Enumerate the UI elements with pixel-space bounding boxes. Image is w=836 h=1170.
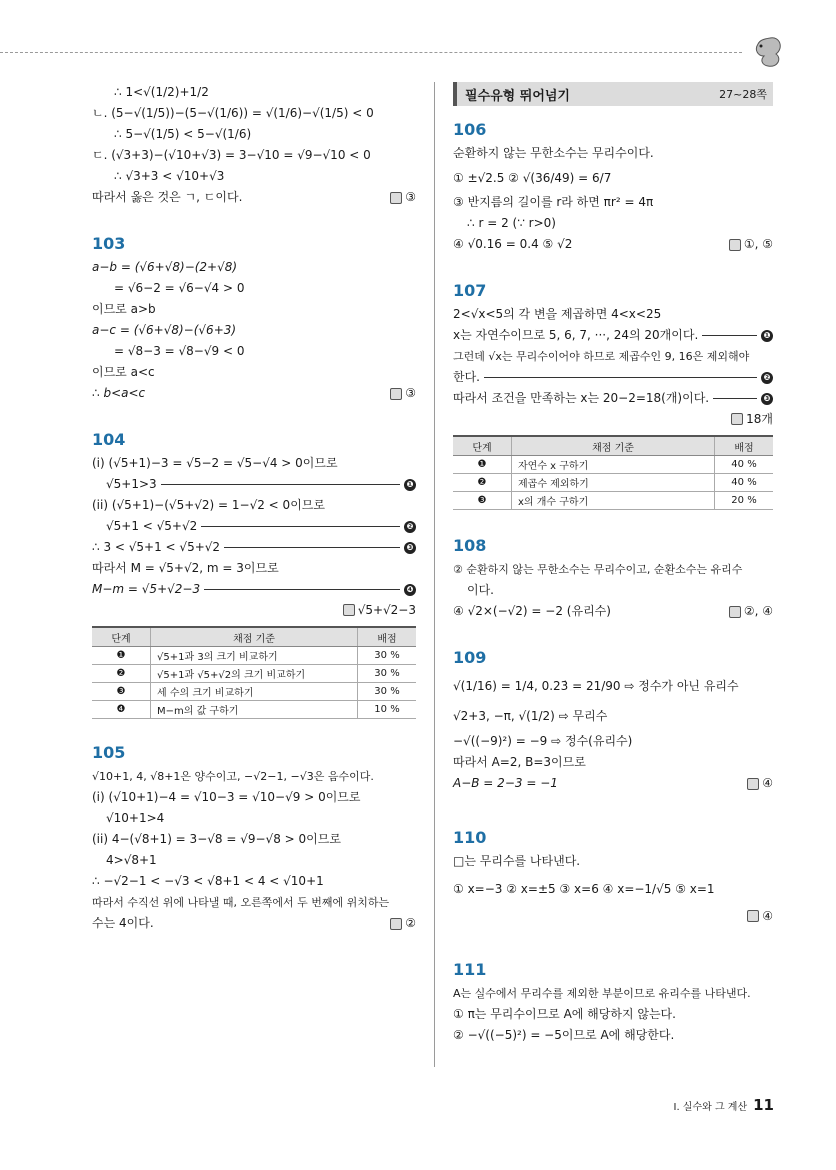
page-footer <box>674 1096 775 1114</box>
step-badge: ❶ <box>761 330 773 342</box>
text-line: −√((−9)²) = −9 ⇨ 정수(유리수) <box>453 734 633 748</box>
text-line: ∴ −√2−1 < −√3 < √8+1 < 4 < √10+1 <box>92 874 324 888</box>
table-cell: ❶ <box>453 456 512 474</box>
text-line: 이므로 a>b <box>92 302 156 316</box>
text-line: ∴ r = 2 (∵ r>0) <box>467 216 556 230</box>
table-cell: ❸ <box>92 683 151 701</box>
step-line <box>453 367 773 388</box>
chapter-title: I. 실수와 그 계산 <box>673 1102 748 1113</box>
table-header: 배점 <box>715 436 774 456</box>
table-cell: M−m의 값 구하기 <box>151 701 358 719</box>
table-cell: 30 % <box>358 683 417 701</box>
table-cell: ❶ <box>92 647 151 665</box>
text-line: √5+1 < √5+√2 <box>106 519 198 533</box>
answer-icon <box>390 918 402 930</box>
text-line: 수는 4이다. <box>92 916 154 930</box>
text-line: ∴ 3 < √5+1 < √5+√2 <box>92 540 221 554</box>
step-badge: ❷ <box>404 521 416 533</box>
step-badge: ❹ <box>404 584 416 596</box>
prev-solution-continued <box>92 82 416 208</box>
answer-line <box>92 187 416 208</box>
text-line: (ii) (√5+1)−(√5+√2) = 1−√2 < 0이므로 <box>92 498 325 512</box>
text-line: = √6−2 = √6−√4 > 0 <box>114 281 245 295</box>
answer-line <box>453 601 773 622</box>
answer-line <box>92 913 416 934</box>
table-cell: 30 % <box>358 665 417 683</box>
text-line: ② −√((−5)²) = −5이므로 A에 해당한다. <box>453 1028 675 1042</box>
answer-value: ④ <box>762 776 773 790</box>
page-range: 27~28쪽 <box>719 88 767 101</box>
answer-value: ②, ④ <box>743 604 773 618</box>
answer-line <box>453 773 773 794</box>
answer-line <box>92 600 416 620</box>
section-title: 필수유형 뛰어넘기 <box>465 88 570 104</box>
table-header: 단계 <box>92 627 151 647</box>
text-line: ㄷ. (√3+3)−(√10+√3) = 3−√10 = √9−√10 < 0 <box>92 148 371 162</box>
text-line: ∴ b<a<c <box>92 386 146 400</box>
table-cell: 세 수의 크기 비교하기 <box>151 683 358 701</box>
answer-line <box>453 906 773 926</box>
table-cell: 40 % <box>715 456 774 474</box>
table-row <box>92 647 416 665</box>
table-row <box>92 665 416 683</box>
answer-icon <box>731 413 743 425</box>
answer-icon <box>747 778 759 790</box>
table-header-row <box>92 627 416 647</box>
text-line: ㄴ. (5−√(1/5))−(5−√(1/6)) = √(1/6)−√(1/5) < 0 <box>92 106 374 120</box>
answer-icon <box>729 606 741 618</box>
table-cell: ❹ <box>92 701 151 719</box>
text-line: M−m = √5+√2−3 <box>92 582 201 596</box>
step-badge: ❸ <box>761 393 773 405</box>
table-header-row <box>453 436 773 456</box>
scoring-table <box>453 435 773 510</box>
table-row <box>453 456 773 474</box>
question-number-111: 111 <box>453 960 487 979</box>
table-cell: 10 % <box>358 701 417 719</box>
text-line: √10+1, 4, √8+1은 양수이고, −√2−1, −√3은 음수이다. <box>92 770 374 783</box>
table-cell: 30 % <box>358 647 417 665</box>
step-line <box>453 325 773 346</box>
answer-icon <box>729 239 741 251</box>
text-line: x는 자연수이므로 5, 6, 7, ···, 24의 20개이다. <box>453 328 699 342</box>
table-cell: 자연수 x 구하기 <box>512 456 715 474</box>
table-row <box>453 474 773 492</box>
step-line <box>453 388 773 409</box>
text-line: 그런데 √x는 무리수이어야 하므로 제곱수인 9, 16은 제외해야 <box>453 350 750 363</box>
answer-value: ③ <box>405 386 416 400</box>
answer-icon <box>390 192 402 204</box>
answer-value: ①, ⑤ <box>743 237 773 251</box>
scoring-table <box>92 626 416 719</box>
question-number-109: 109 <box>453 648 487 667</box>
answer-icon <box>747 910 759 922</box>
table-row <box>453 492 773 510</box>
text-line: ∴ 5−√(1/5) < 5−√(1/6) <box>114 127 252 141</box>
text-line: 따라서 수직선 위에 나타낼 때, 오른쪽에서 두 번째에 위치하는 <box>92 896 390 909</box>
table-cell: √5+1과 √5+√2의 크기 비교하기 <box>151 665 358 683</box>
step-line <box>92 474 416 495</box>
table-cell: 40 % <box>715 474 774 492</box>
column-divider <box>434 82 435 1067</box>
question-number-105: 105 <box>92 743 126 762</box>
text-line: 2<√x<5의 각 변을 제곱하면 4<x<25 <box>453 307 662 321</box>
text-line: (i) (√5+1)−3 = √5−2 = √5−√4 > 0이므로 <box>92 456 338 470</box>
text-line: ① x=−3 ② x=±5 ③ x=6 ④ x=−1/√5 ⑤ x=1 <box>453 882 715 896</box>
text-line: ① ±√2.5 ② √(36/49) = 6/7 <box>453 171 612 185</box>
table-row <box>92 701 416 719</box>
question-number-104: 104 <box>92 430 126 449</box>
answer-icon <box>343 604 355 616</box>
text-line: 이므로 a<c <box>92 365 155 379</box>
text-line: √10+1>4 <box>106 811 165 825</box>
text-line: 이다. <box>467 583 494 597</box>
text-line: 4>√8+1 <box>106 853 157 867</box>
table-cell: 20 % <box>715 492 774 510</box>
table-header: 채점 기준 <box>512 436 715 456</box>
answer-value: √5+√2−3 <box>357 603 416 617</box>
answer-line <box>92 383 416 404</box>
question-number-106: 106 <box>453 120 487 139</box>
squirrel-mascot-icon <box>744 32 784 72</box>
text-line: 따라서 조건을 만족하는 x는 20−2=18(개)이다. <box>453 391 710 405</box>
text-line: √5+1>3 <box>106 477 157 491</box>
answer-value: ④ <box>762 909 773 923</box>
top-dashed-rule <box>0 52 742 53</box>
table-cell: x의 개수 구하기 <box>512 492 715 510</box>
answer-line <box>453 234 773 255</box>
text-line: ④ √0.16 = 0.4 ⑤ √2 <box>453 237 573 251</box>
table-cell: ❸ <box>453 492 512 510</box>
step-badge: ❸ <box>404 542 416 554</box>
page-number: 11 <box>753 1096 774 1114</box>
table-cell: ❷ <box>453 474 512 492</box>
right-column <box>453 82 773 1046</box>
text-line: 따라서 옳은 것은 ㄱ, ㄷ이다. <box>92 190 243 204</box>
text-line: (i) (√10+1)−4 = √10−3 = √10−√9 > 0이므로 <box>92 790 361 804</box>
question-number-110: 110 <box>453 828 487 847</box>
step-line <box>92 579 416 600</box>
table-header: 단계 <box>453 436 512 456</box>
table-header: 배점 <box>358 627 417 647</box>
question-number-103: 103 <box>92 234 126 253</box>
step-badge: ❷ <box>761 372 773 384</box>
table-row <box>92 683 416 701</box>
question-number-107: 107 <box>453 281 487 300</box>
answer-value: 18개 <box>746 412 773 426</box>
answer-value: ② <box>405 916 416 930</box>
table-cell: ❷ <box>92 665 151 683</box>
text-line: √(1/16) = 1/4, 0.23̇ = 21/90 ⇨ 정수가 아닌 유리수 <box>453 679 739 693</box>
text-line: 순환하지 않는 무한소수는 무리수이다. <box>453 146 654 160</box>
answer-icon <box>390 388 402 400</box>
step-badge: ❶ <box>404 479 416 491</box>
text-line: ∴ √3+3 < √10+√3 <box>114 169 225 183</box>
question-number-108: 108 <box>453 536 487 555</box>
step-line <box>92 516 416 537</box>
text-line: A−B = 2−3 = −1 <box>453 776 558 790</box>
section-header <box>453 82 773 106</box>
text-line: 한다. <box>453 370 480 384</box>
text-line: □는 무리수를 나타낸다. <box>453 854 581 868</box>
table-cell: 제곱수 제외하기 <box>512 474 715 492</box>
text-line: 따라서 A=2, B=3이므로 <box>453 755 586 769</box>
table-cell: √5+1과 3의 크기 비교하기 <box>151 647 358 665</box>
text-line: A는 실수에서 무리수를 제외한 부분이므로 유리수를 나타낸다. <box>453 987 751 1000</box>
text-line: (ii) 4−(√8+1) = 3−√8 = √9−√8 > 0이므로 <box>92 832 341 846</box>
answer-value: ③ <box>405 190 416 204</box>
text-line: ② 순환하지 않는 무한소수는 무리수이고, 순환소수는 유리수 <box>453 563 743 576</box>
text-line: √2+3, −π, √(1/2) ⇨ 무리수 <box>453 709 608 723</box>
text-line: ③ 반지름의 길이를 r라 하면 πr² = 4π <box>453 195 654 209</box>
text-line: ④ √2×(−√2) = −2 (유리수) <box>453 604 611 618</box>
left-column <box>92 82 416 934</box>
answer-line <box>453 409 773 429</box>
text-line: = √8−3 = √8−√9 < 0 <box>114 344 245 358</box>
text-line: a−b = (√6+√8)−(2+√8) <box>92 260 238 274</box>
text-line: ① π는 무리수이므로 A에 해당하지 않는다. <box>453 1007 676 1021</box>
text-line: a−c = (√6+√8)−(√6+3) <box>92 323 237 337</box>
step-line <box>92 537 416 558</box>
text-line: 따라서 M = √5+√2, m = 3이므로 <box>92 561 279 575</box>
text-line: ∴ 1<√(1/2)+1/2 <box>114 85 209 99</box>
table-header: 채점 기준 <box>151 627 358 647</box>
